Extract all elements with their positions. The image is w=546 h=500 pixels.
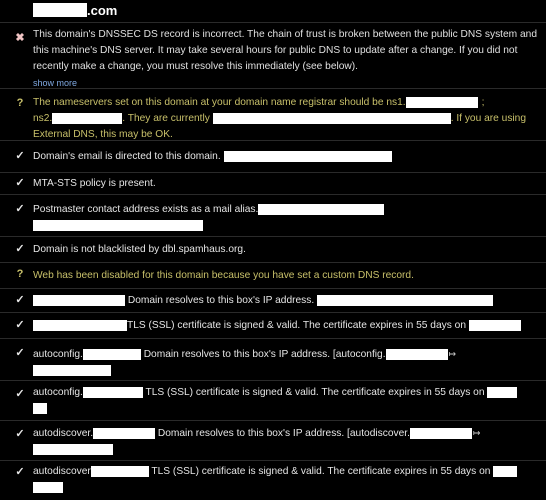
redacted-domain-name [83,387,143,398]
redacted-domain-name [33,295,125,306]
redacted-expiry-date [469,320,521,331]
autoconfig-tls-text: TLS (SSL) certificate is signed & valid. The certificate expires in 55 days on [145,387,485,398]
tls-cert-text: TLS (SSL) certificate is signed & valid. The certificate expires in 55 days on [127,320,466,331]
autoconfig-resolves-text: Domain resolves to this box's IP address. [autoconfig. [143,349,386,360]
autoconfig-tls-message [33,385,538,417]
dnssec-text: This domain's DNSSEC DS record is incorrect. The chain of trust is broken between the public DNS system and this machine's DNS server. It may take several hours for public DNS to update after a change. If you did not recently make a change, you must resolve this immediately (see below). [33,29,537,72]
check-icon: ✓ [15,243,25,255]
check-icon: ✓ [15,347,25,359]
autoconfig-prefix: autoconfig. [33,349,83,360]
redacted-postmaster-b [33,220,203,231]
autoconfig-resolves-message [33,346,538,379]
autodiscover-resolves-message [33,425,538,458]
autodiscover-prefix: autodiscover. [33,428,94,439]
redacted-mx [224,151,392,162]
warning-question-icon: ? [16,268,24,280]
check-icon: ✓ [15,177,25,189]
blacklist-row [0,236,546,262]
redacted-ns2 [52,113,122,124]
autoconfig-tls-row [0,380,546,420]
error-x-icon: ✖ [15,32,25,44]
ns-text-3: ns2. [33,113,53,124]
autoconfig-tls-prefix: autoconfig. [33,387,83,398]
postmaster-text: Postmaster contact address exists as a mail alias. [33,204,259,215]
redacted-domain-name [33,320,127,331]
show-more-link[interactable]: show more [33,78,78,88]
autodiscover-tls-prefix: autodiscover [33,466,91,477]
web-disabled-row [0,262,546,288]
redacted-expiry-date [33,482,63,493]
redacted-domain-name [93,428,155,439]
dnssec-check-row [0,22,546,88]
redacted-expiry-date [487,387,517,398]
domain-heading [33,2,117,20]
check-icon: ✓ [15,466,25,478]
redacted-ip [317,295,493,306]
ns-text-4: . They are currently [122,113,210,124]
maps-to-arrow-icon: ↦ [472,428,481,438]
email-directed-message [33,149,538,165]
blacklist-message: Domain is not blacklisted by dbl.spamhaus.org. [33,244,246,255]
domain-resolves-text: Domain resolves to this box's IP address. [127,295,315,306]
redacted-expiry-date [493,466,517,477]
email-directed-text: Domain's email is directed to this domain. [33,151,221,162]
autoconfig-resolves-row [0,338,546,380]
dnssec-message [33,27,538,91]
redacted-ip [33,365,111,376]
web-disabled-message: Web has been disabled for this domain because you have set a custom DNS record. [33,270,414,281]
warning-question-icon: ? [16,97,24,109]
tls-cert-message [33,318,538,334]
redacted-domain-name [386,349,448,360]
check-icon: ✓ [15,294,25,306]
autodiscover-resolves-text: Domain resolves to this box's IP address. [autodiscover. [157,428,410,439]
redacted-expiry-date [33,403,47,414]
domain-suffix: .com [87,3,118,18]
redacted-domain-name [91,466,149,477]
redacted-current-ns [213,113,451,124]
autodiscover-tls-message [33,464,538,496]
autodiscover-tls-text: TLS (SSL) certificate is signed & valid. The certificate expires in 55 days on [151,466,491,477]
mta-sts-row [0,172,546,194]
check-icon: ✓ [15,428,25,440]
postmaster-message [33,202,538,234]
nameservers-check-row [0,88,546,140]
check-icon: ✓ [15,150,25,162]
email-directed-row [0,140,546,172]
redacted-postmaster-a [258,204,384,215]
domain-resolves-row [0,288,546,312]
maps-to-arrow-icon: ↦ [448,349,457,359]
check-icon: ✓ [15,203,25,215]
tls-cert-row [0,312,546,338]
redacted-domain [33,3,87,17]
redacted-ip [33,444,113,455]
redacted-domain-name [410,428,472,439]
ns-text-5: . If you are using External DNS, this may be OK. [33,113,527,140]
redacted-ns1 [406,97,478,108]
redacted-domain-name [83,349,141,360]
domain-resolves-message [33,293,538,309]
ns-text-2: ; [481,97,485,108]
postmaster-row [0,194,546,236]
autodiscover-resolves-row [0,420,546,460]
autodiscover-tls-row [0,460,546,500]
check-icon: ✓ [15,388,25,400]
check-icon: ✓ [15,319,25,331]
mta-sts-message: MTA-STS policy is present. [33,178,156,189]
nameservers-message [33,95,538,143]
ns-text-1: The nameservers set on this domain at your domain name registrar should be ns1. [33,97,406,108]
